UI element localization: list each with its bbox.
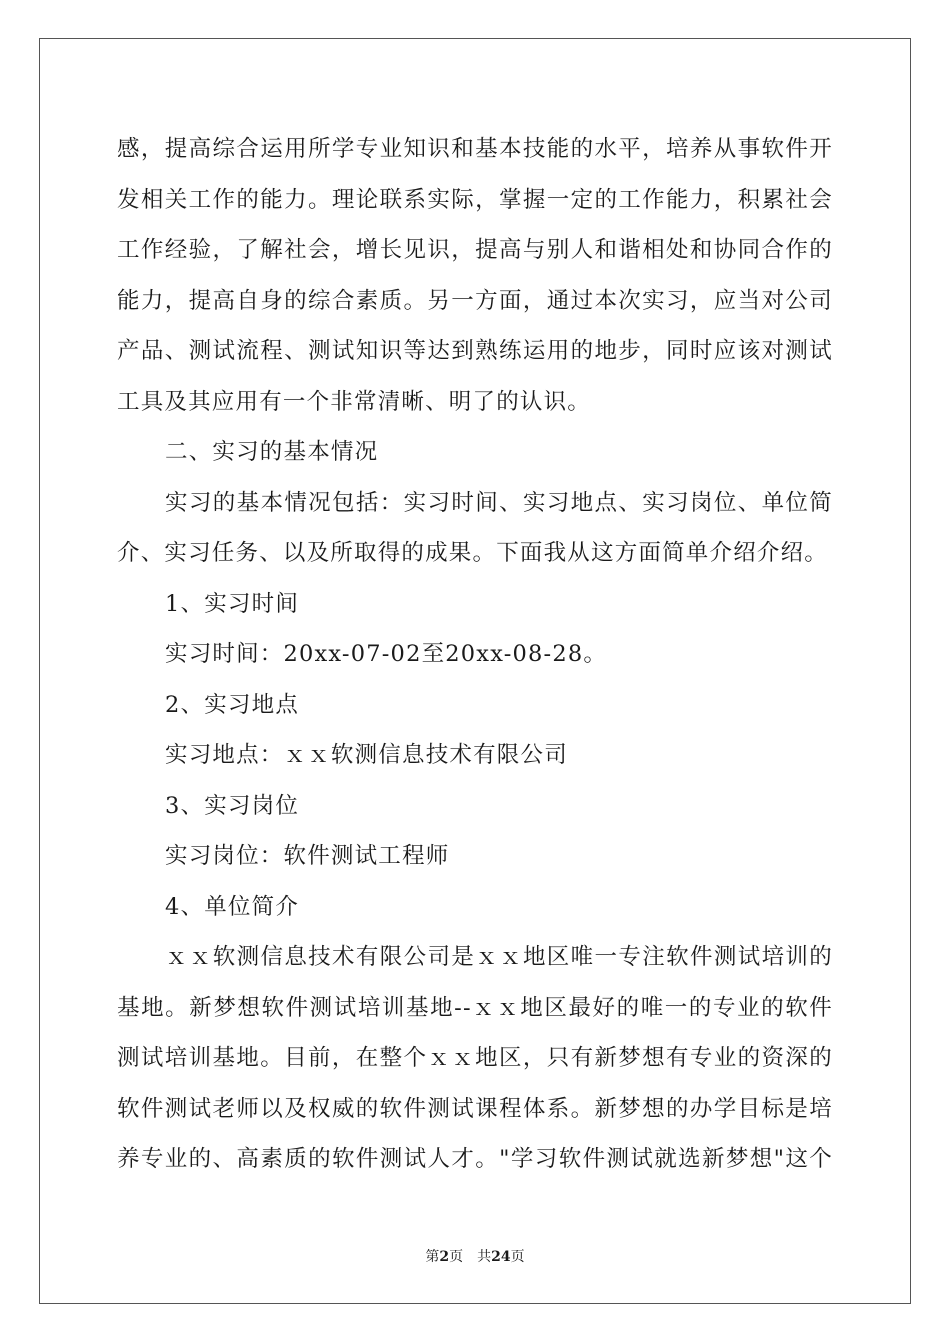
paragraph-line: 工作经验，了解社会，增长见识，提高与别人和谐相处和协同合作的 [117,237,833,263]
page-number-current: 2 [439,1249,450,1265]
page-number-suffix: 页 [510,1249,525,1265]
page-number-total: 24 [491,1249,511,1265]
paragraph-line: 实习的基本情况包括：实习时间、实习地点、实习岗位、单位简 [165,489,833,516]
subsection-heading: 4、单位简介 [165,893,300,920]
paragraph-line: 软件测试老师以及权威的软件测试课程体系。新梦想的办学目标是培 [117,1095,833,1122]
paragraph-line: 介、实习任务、以及所取得的成果。下面我从这方面简单介绍介绍。 [117,540,829,566]
paragraph-line: 测试培训基地。目前，在整个ｘｘ地区，只有新梦想有专业的资深的 [117,1045,833,1071]
paragraph-line: ｘｘ软测信息技术有限公司是ｘｘ地区唯一专注软件测试培训的 [165,944,833,970]
paragraph-line: 发相关工作的能力。理论联系实际，掌握一定的工作能力，积累社会 [117,186,833,213]
page-number-mid: 页 共 [449,1249,492,1265]
paragraph-line: 感，提高综合运用所学专业知识和基本技能的水平，培养从事软件开 [117,136,833,162]
paragraph-line: 产品、测试流程、测试知识等达到熟练运用的地步，同时应该对测试 [117,338,833,364]
page-number-prefix: 第 [425,1249,440,1265]
paragraph-line: 养专业的、高素质的软件测试人才。"学习软件测试就选新梦想"这个 [117,1146,833,1172]
paragraph-line: 基地。新梦想软件测试培训基地--ｘｘ地区最好的唯一的专业的软件 [117,994,833,1021]
paragraph-line: 实习地点：ｘｘ软测信息技术有限公司 [165,742,568,768]
paragraph-line: 实习岗位：软件测试工程师 [165,843,450,869]
subsection-heading: 3、实习岗位 [165,792,300,819]
subsection-heading: 2、实习地点 [165,691,300,718]
section-heading: 二、实习的基本情况 [165,439,379,465]
paragraph-line: 实习时间：20xx-07-02至20xx-08-28。 [165,641,608,667]
paragraph-line: 工具及其应用有一个非常清晰、明了的认识。 [117,388,592,415]
document-body [117,124,833,1185]
paragraph-line: 能力，提高自身的综合素质。另一方面，通过本次实习，应当对公司 [117,287,833,314]
subsection-heading: 1、实习时间 [165,590,300,617]
page-footer [0,1246,950,1266]
